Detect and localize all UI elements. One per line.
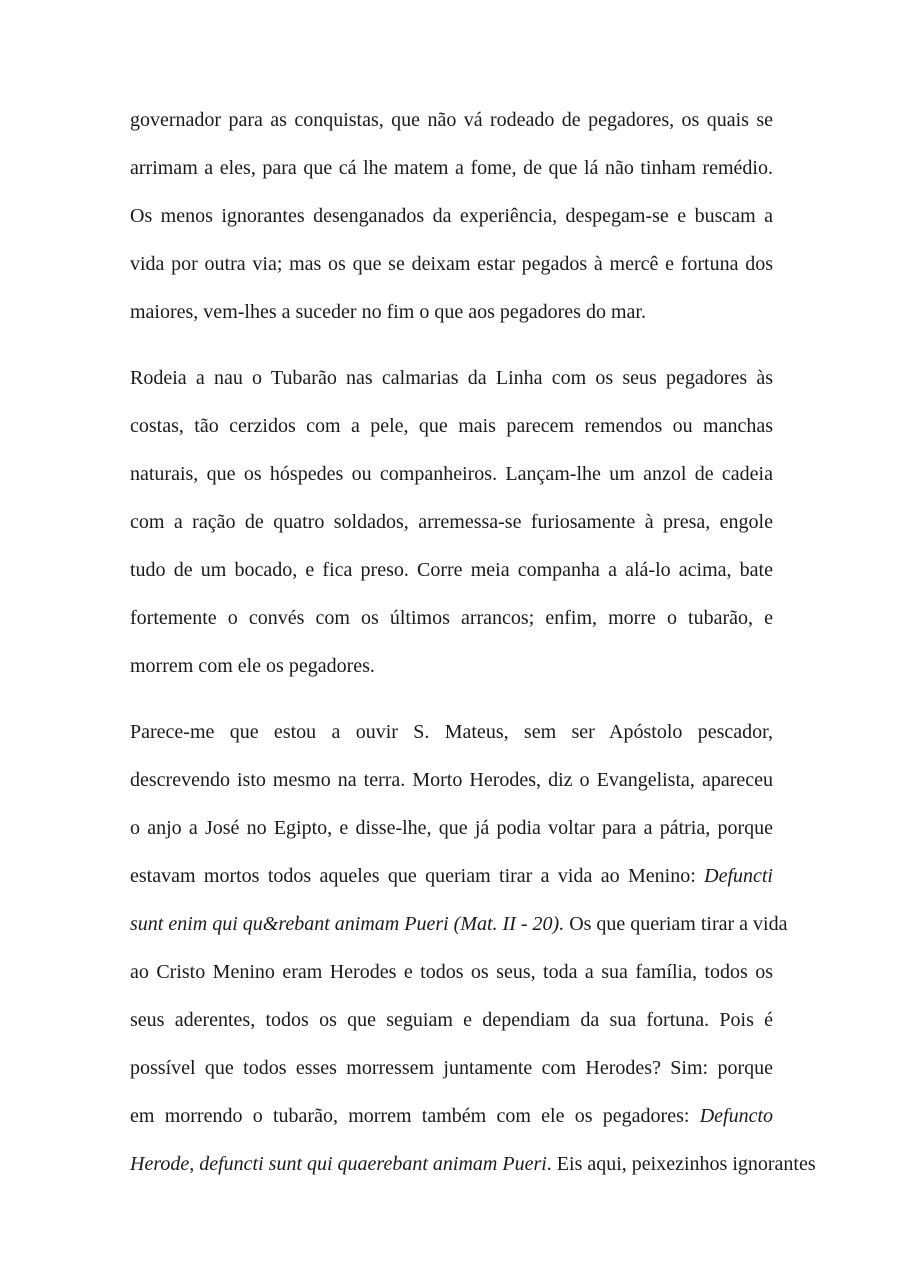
text-line: com a ração de quatro soldados, arremessa-se furiosamente à presa, engole [130,511,773,533]
text-segment: . Eis aqui, peixezinhos ignorantes [546,1153,816,1175]
text-line: possível que todos esses morressem juntamente com Herodes? Sim: porque [130,1057,773,1079]
text-segment: Os que queriam tirar a vida [564,913,788,935]
text-line: descrevendo isto mesmo na terra. Morto Herodes, diz o Evangelista, apareceu [130,769,773,791]
paragraph-1 [130,96,773,336]
latin-quote: sunt enim qui qu&rebant animam Pueri (Mat. II - 20). [130,913,565,935]
text-line: vida por outra via; mas os que se deixam estar pegados à mercê e fortuna dos [130,253,773,275]
latin-quote: Defuncti [704,865,773,887]
text-line: Parece-me que estou a ouvir S. Mateus, sem ser Apóstolo pescador, [130,721,773,743]
text-segment: em morrendo o tubarão, morrem também com ele os pegadores: [130,1105,700,1127]
document-page [130,96,816,1188]
text-line: o anjo a José no Egipto, e disse-lhe, que já podia voltar para a pátria, porque [130,817,773,839]
text-line [130,1140,816,1188]
text-segment: estavam mortos todos aqueles que queriam tirar a vida ao Menino: [130,865,705,887]
text-line: fortemente o convés com os últimos arrancos; enfim, morre o tubarão, e [130,607,773,629]
text-line: Os menos ignorantes desenganados da experiência, despegam-se e buscam a [130,205,773,227]
text-line: naturais, que os hóspedes ou companheiros. Lançam-lhe um anzol de cadeia [130,463,773,485]
text-line: ao Cristo Menino eram Herodes e todos os seus, toda a sua família, todos os [130,961,773,983]
text-line: arrimam a eles, para que cá lhe matem a fome, de que lá não tinham remédio. [130,157,773,179]
text-line: seus aderentes, todos os que seguiam e dependiam da sua fortuna. Pois é [130,1009,773,1031]
text-line [130,900,788,948]
text-line: governador para as conquistas, que não vá rodeado de pegadores, os quais se [130,109,773,131]
text-line: Rodeia a nau o Tubarão nas calmarias da Linha com os seus pegadores às [130,367,773,389]
text-line: costas, tão cerzidos com a pele, que mais parecem remendos ou manchas [130,415,773,437]
text-line: tudo de um bocado, e fica preso. Corre meia companha a alá-lo acima, bate [130,559,773,581]
text-line: morrem com ele os pegadores. [130,655,375,677]
text-line [130,852,773,900]
paragraph-2 [130,354,773,690]
text-line [130,1092,773,1140]
latin-quote: Herode, defuncti sunt qui quaerebant animam Pueri [130,1153,547,1175]
paragraph-3 [130,708,816,1188]
latin-quote: Defuncto [699,1105,773,1127]
text-line: maiores, vem-lhes a suceder no fim o que aos pegadores do mar. [130,301,646,323]
